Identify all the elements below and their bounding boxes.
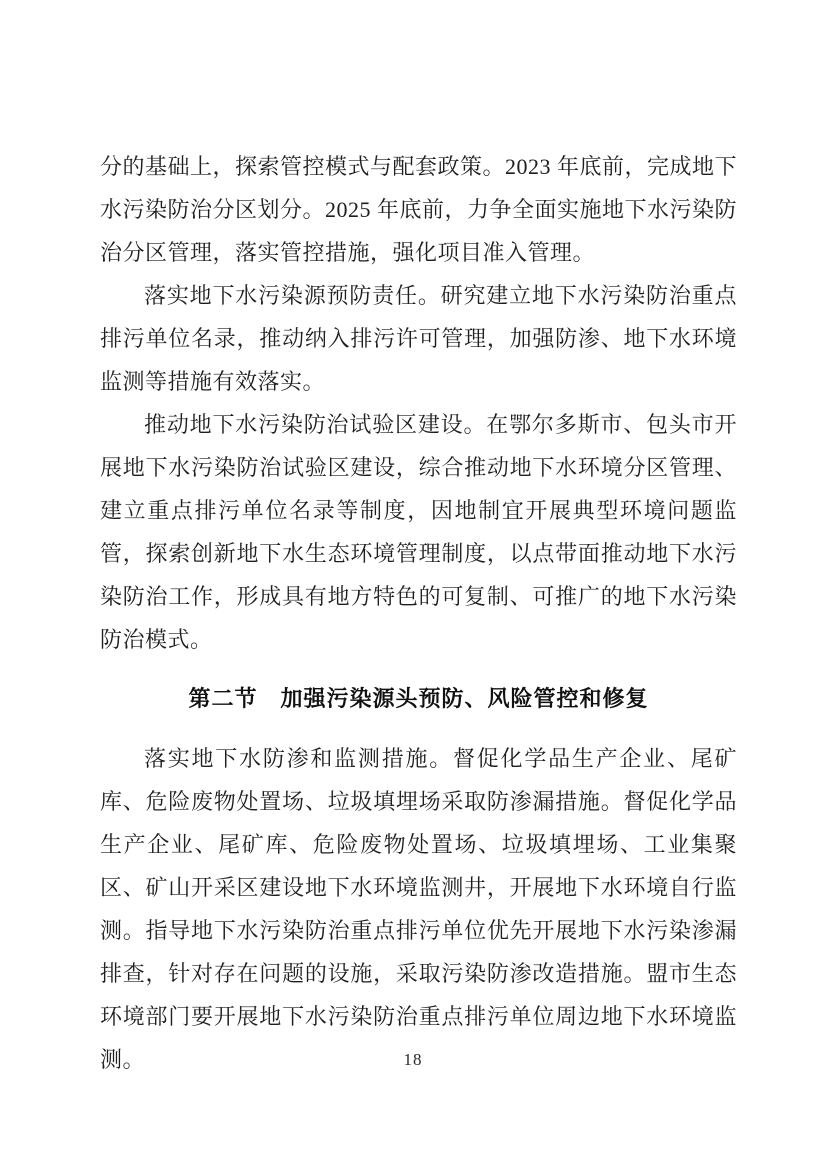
- document-body: [100, 145, 737, 1081]
- page-number: 18: [403, 1050, 423, 1069]
- section-heading: 第二节 加强污染源头预防、风险管控和修复: [188, 686, 649, 711]
- paragraph-continuation: 分的基础上，探索管控模式与配套政策。2023 年底前，完成地下水污染防治分区划分。2025 年底前，力争全面实施地下水污染防治分区管理，落实管控措施，强化项目准入管理。: [100, 154, 738, 265]
- paragraph-pollution-source-responsibility: 落实地下水污染源预防责任。研究建立地下水污染防治重点排污单位名录，推动纳入排污许可管理，加强防渗、地下水环境监测等措施有效落实。: [100, 283, 737, 394]
- paragraph-seepage-prevention-monitoring: 落实地下水防渗和监测措施。督促化学品生产企业、尾矿库、危险废物处置场、垃圾填埋场采取防渗漏措施。督促化学品生产企业、尾矿库、危险废物处置场、垃圾填埋场、工业集聚区、矿山开采区建设地下水环境监测井，开展地下水环境自行监测。指导地下水污染防治重点排污单位优先开展地下水污染渗漏排查，针对存在问题的设施，采取污染防渗改造措施。盟市生态环境部门要开展地下水污染防治重点排污单位周边地下水环境监测。: [100, 746, 737, 1072]
- paragraph-pilot-zone-construction: 推动地下水污染防治试验区建设。在鄂尔多斯市、包头市开展地下水污染防治试验区建设，综合推动地下水环境分区管理、建立重点排污单位名录等制度，因地制宜开展典型环境问题监管，探索创新地下水生态环境管理制度，以点带面推动地下水污染防治工作，形成具有地方特色的可复制、可推广的地下水污染防治模式。: [100, 412, 737, 652]
